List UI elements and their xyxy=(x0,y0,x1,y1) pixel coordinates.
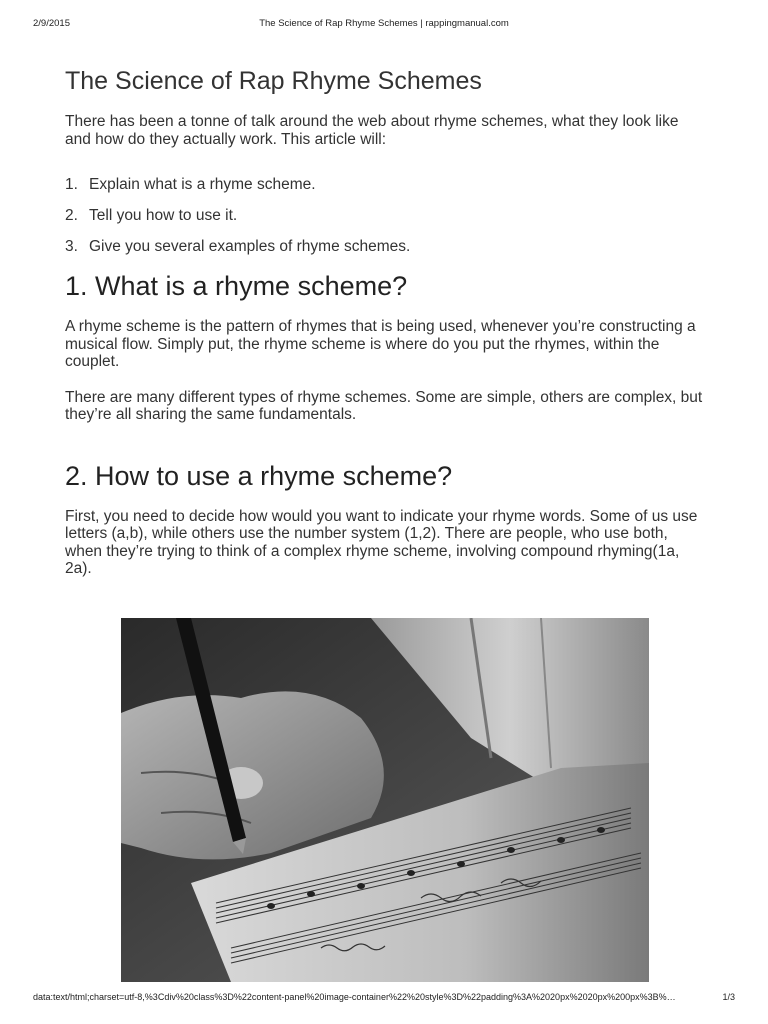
print-page-title: The Science of Rap Rhyme Schemes | rappingmanual.com xyxy=(259,18,509,29)
article xyxy=(65,64,705,578)
list-item-number: 3. xyxy=(65,238,78,255)
page-title: The Science of Rap Rhyme Schemes xyxy=(65,67,482,95)
section2-paragraph-1: First, you need to decide how would you want to indicate your rhyme words. Some of us use letters (a,b), while others use the number system (1,2). There are people, who use both, when they’re trying to think of a complex rhyme scheme, involving compound rhyming(1a, 2a). xyxy=(65,507,698,577)
section-heading-what-is: 1. What is a rhyme scheme? xyxy=(65,271,408,301)
article-photo xyxy=(121,618,649,982)
print-url: data:text/html;charset=utf-8,%3Cdiv%20class%3D%22content-panel%20image-container%22%20style%3D%22padding%3A%2020px%2020px%200px%3B%… xyxy=(33,992,676,1002)
list-item-text: Give you several examples of rhyme schemes. xyxy=(89,238,411,255)
list-item-number: 1. xyxy=(65,176,78,193)
list-item-text: Tell you how to use it. xyxy=(89,207,238,224)
article-outline-list xyxy=(65,176,705,256)
list-item xyxy=(65,207,705,225)
list-item-text: Explain what is a rhyme scheme. xyxy=(89,176,316,193)
print-date: 2/9/2015 xyxy=(33,18,70,29)
intro-paragraph: There has been a tonne of talk around the web about rhyme schemes, what they look like and how do they actually work. This article will: xyxy=(65,113,679,148)
section1-paragraph-1: A rhyme scheme is the pattern of rhymes that is being used, whenever you’re constructing a musical flow. Simply put, the rhyme scheme is where do you put the rhymes, within the couplet. xyxy=(65,318,696,370)
list-item xyxy=(65,238,705,256)
page-number: 1/3 xyxy=(722,992,735,1002)
list-item-number: 2. xyxy=(65,207,78,224)
section-heading-how-to-use: 2. How to use a rhyme scheme? xyxy=(65,460,453,491)
list-item xyxy=(65,176,705,194)
photo-hand-writing-music xyxy=(121,618,649,982)
section1-paragraph-2: There are many different types of rhyme schemes. Some are simple, others are complex, but they’re all sharing the same fundamentals. xyxy=(65,388,703,423)
